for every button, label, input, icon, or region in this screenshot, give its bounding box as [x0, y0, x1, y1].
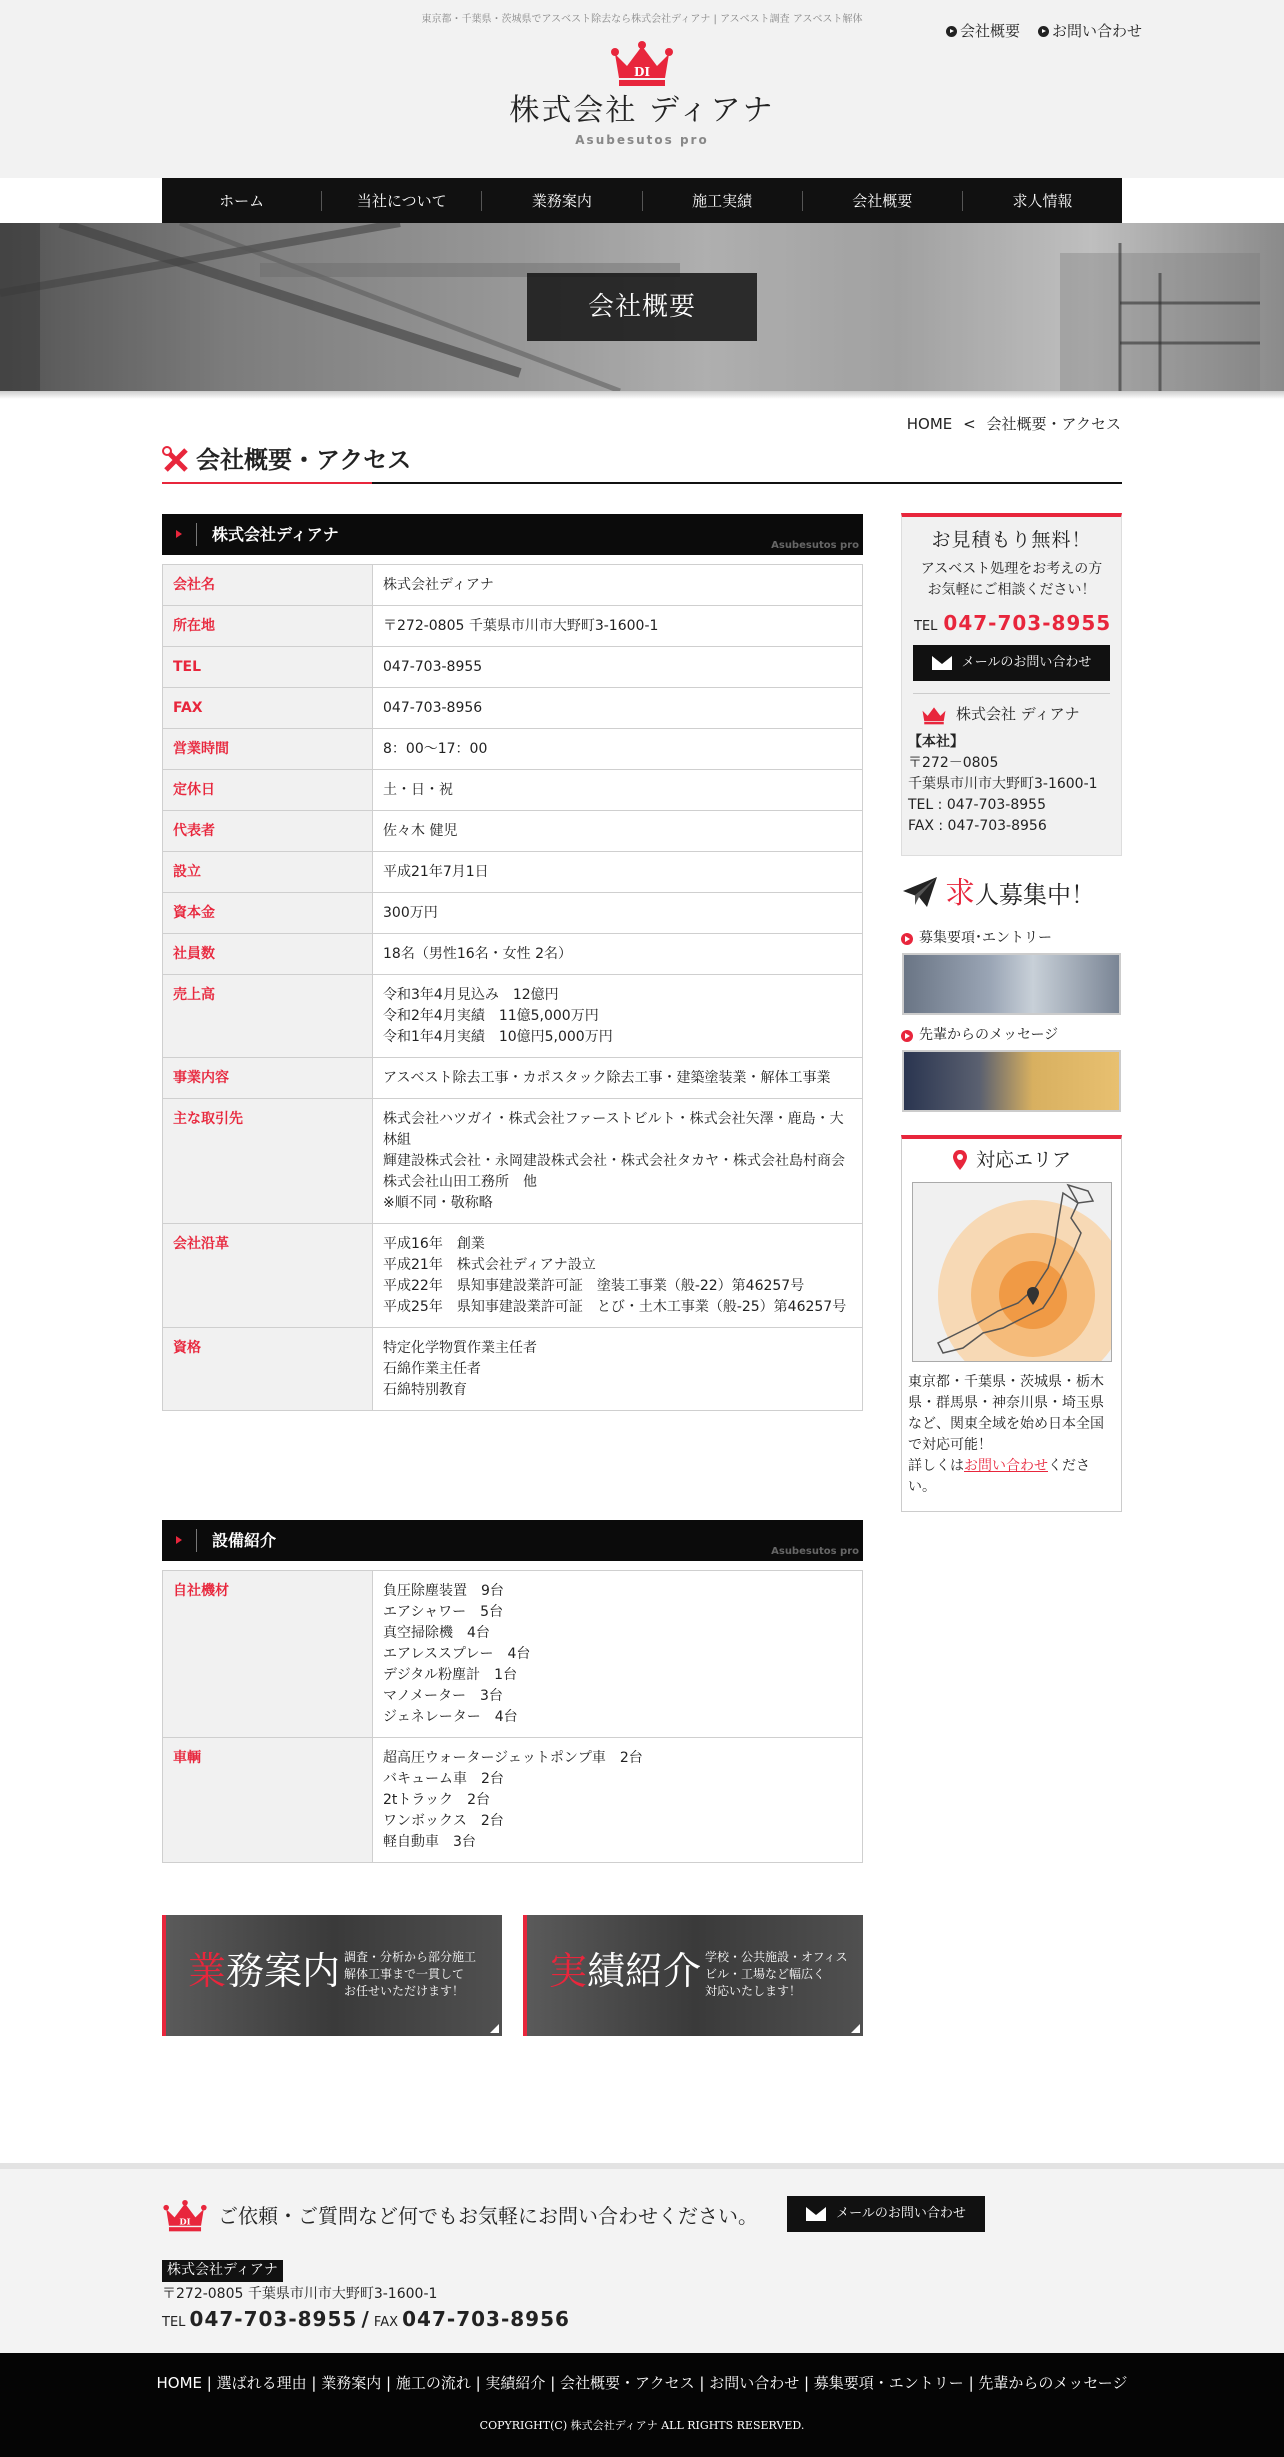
row-value-line: 負圧除塵装置 9台 — [383, 1583, 504, 1599]
area-contact-link[interactable]: お問い合わせ — [964, 1457, 1048, 1474]
envelope-icon — [806, 2207, 826, 2221]
row-value-line: ジェネレーター 4台 — [383, 1709, 518, 1725]
footer-cta-text: ご依頼・ご質問など何でもお気軽にお問い合わせください。 — [218, 2204, 758, 2228]
footer-link[interactable]: 実績紹介 — [485, 2374, 546, 2392]
row-value — [373, 606, 863, 647]
divider — [196, 523, 197, 546]
row-label: 所在地 — [163, 606, 373, 647]
row-label: 主な取引先 — [163, 1099, 373, 1224]
nav-services[interactable]: 業務案内 — [481, 191, 641, 211]
row-value-line: アスベスト除去工事・カポスタック除去工事・建築塗装業・解体工事業 — [383, 1070, 831, 1086]
nav-about[interactable]: 当社について — [321, 191, 481, 211]
row-value — [373, 1058, 863, 1099]
copyright: COPYRIGHT(C) 株式会社ディアナ ALL RIGHTS RESERVED. — [479, 2419, 805, 2432]
sidebar-estimate-box — [901, 513, 1122, 856]
row-value-line: 〒272-0805 千葉県市川市大野町3-1600-1 — [383, 618, 659, 634]
top-link-contact[interactable]: お問い合わせ — [1038, 21, 1142, 42]
row-value — [373, 565, 863, 606]
service-area-box — [901, 1135, 1122, 1512]
row-value-line: 平成21年 株式会社ディアナ設立 — [383, 1257, 596, 1273]
breadcrumb-home[interactable]: HOME — [906, 415, 953, 433]
row-value — [373, 688, 863, 729]
table-row — [163, 1099, 863, 1224]
top-link-company[interactable]: 会社概要 — [946, 21, 1020, 42]
row-value — [373, 1328, 863, 1411]
area-text: 東京都・千葉県・茨城県・栃木県・群馬県・神奈川県・埼玉県など、関東全域を始め日本全国で対応可能！ 詳しくはお問い合わせください。 — [908, 1373, 1104, 1495]
footer-fax-number: 047-703-8956 — [402, 2307, 570, 2331]
footer-link[interactable]: 会社概要・アクセス — [560, 2374, 695, 2392]
footer-company-badge: 株式会社ディアナ — [162, 2260, 283, 2282]
row-label: 車輌 — [163, 1738, 373, 1863]
row-value-line: デジタル粉塵計 1台 — [383, 1667, 518, 1683]
breadcrumb-separator: < — [963, 415, 976, 433]
row-value — [373, 1224, 863, 1328]
row-value-line: 平成25年 県知事建設業許可証 とび・土木工事業（般-25）第46257号 — [383, 1299, 847, 1315]
row-value — [373, 1738, 863, 1863]
row-value-line: 株式会社ディアナ — [383, 577, 494, 593]
map-pin-icon — [952, 1149, 968, 1171]
sidebar-mail-button[interactable]: メールのお問い合わせ — [913, 645, 1110, 681]
row-label: 会社沿革 — [163, 1224, 373, 1328]
nav-company[interactable]: 会社概要 — [802, 191, 962, 211]
row-value — [373, 852, 863, 893]
row-value-line: 石綿特別教育 — [383, 1382, 467, 1398]
footer-link[interactable]: HOME — [156, 2374, 202, 2392]
table-row — [163, 729, 863, 770]
row-value — [373, 934, 863, 975]
banner-services[interactable] — [162, 1915, 502, 2036]
table-row — [163, 770, 863, 811]
footer-contact — [0, 2163, 1284, 2353]
nav-home[interactable]: ホーム — [219, 191, 265, 210]
row-value-line: マノメーター 3台 — [383, 1688, 503, 1704]
row-label: 設立 — [163, 852, 373, 893]
row-value-line: 令和2年4月実績 11億5,000万円 — [383, 1008, 599, 1024]
global-nav — [162, 178, 1122, 223]
page-title: 会社概要・アクセス — [196, 446, 412, 474]
row-value-line: 佐々木 健児 — [383, 823, 458, 839]
row-label: 営業時間 — [163, 729, 373, 770]
row-value-line: 令和3年4月見込み 12億円 — [383, 987, 559, 1003]
table-row — [163, 852, 863, 893]
section-watermark: Asubesutos pro — [771, 1546, 859, 1557]
row-value — [373, 1571, 863, 1738]
row-label: 事業内容 — [163, 1058, 373, 1099]
footer-cta-line — [162, 2198, 758, 2234]
banner-works[interactable] — [523, 1915, 863, 2036]
row-label: 会社名 — [163, 565, 373, 606]
paper-plane-icon — [901, 875, 939, 909]
row-value-line: 2tトラック 2台 — [383, 1792, 491, 1808]
nav-recruit[interactable]: 求人情報 — [962, 191, 1122, 211]
row-value-line: ワンボックス 2台 — [383, 1813, 504, 1829]
arrow-circle-icon — [1038, 26, 1049, 37]
title-accent-line — [162, 482, 372, 484]
section-watermark: Asubesutos pro — [771, 540, 859, 551]
recruit-entry-image[interactable] — [902, 953, 1121, 1015]
tools-icon — [162, 446, 190, 474]
row-value — [373, 811, 863, 852]
triangle-icon — [176, 1536, 182, 1544]
recruit-message-image[interactable] — [902, 1050, 1121, 1112]
breadcrumb-current: 会社概要・アクセス — [986, 415, 1121, 433]
footer-link[interactable]: 先輩からのメッセージ — [978, 2374, 1128, 2392]
section-header-company — [162, 514, 863, 555]
row-value-line: 令和1年4月実績 10億円5,000万円 — [383, 1029, 613, 1045]
corner-arrow-icon — [851, 2024, 860, 2033]
row-value-line: エアレススプレー 4台 — [383, 1646, 531, 1662]
row-label: 代表者 — [163, 811, 373, 852]
arrow-circle-icon — [946, 26, 957, 37]
arrow-circle-icon — [901, 1030, 913, 1042]
row-value-line: 真空掃除機 4台 — [383, 1625, 490, 1641]
table-row — [163, 565, 863, 606]
table-row — [163, 647, 863, 688]
row-value-line: 石綿作業主任者 — [383, 1361, 481, 1377]
section-title: 株式会社ディアナ — [212, 525, 339, 544]
table-row — [163, 811, 863, 852]
recruit-heading: 求人募集中！ — [901, 873, 1122, 913]
sidebar-company: 株式会社 ディアナ — [920, 704, 1121, 726]
footer-link[interactable]: 施工の流れ — [395, 2374, 471, 2392]
table-row — [163, 1224, 863, 1328]
row-value-line: 平成21年7月1日 — [383, 864, 489, 880]
footer-address: 〒272-0805 千葉県市川市大野町3-1600-1 — [162, 2286, 438, 2302]
row-value-line: 株式会社ハツガイ・株式会社ファーストビルト・株式会社矢澤・鹿島・大林組 — [383, 1111, 844, 1148]
row-value-line: 超高圧ウォータージェットポンプ車 2台 — [383, 1750, 643, 1766]
footer-link[interactable]: 募集要項・エントリー — [813, 2374, 964, 2392]
row-value-line: ※順不同・敬称略 — [383, 1195, 493, 1211]
table-row — [163, 1738, 863, 1863]
table-row — [163, 975, 863, 1058]
row-value — [373, 975, 863, 1058]
banner-heading: 実績紹介 — [549, 1949, 702, 1993]
row-value — [373, 770, 863, 811]
recruit-link-message[interactable]: 先輩からのメッセージ — [901, 1026, 1058, 1046]
row-value-line: 8：00～17：00 — [383, 741, 488, 757]
row-value-line: 047-703-8955 — [383, 659, 483, 675]
row-value-line: 18名（男性16名・女性 2名） — [383, 946, 572, 962]
estimate-title: お見積もり無料！ — [931, 529, 1092, 551]
estimate-text: アスベスト処理をお考えの方 お気軽にご相談ください！ — [920, 560, 1103, 598]
table-row — [163, 688, 863, 729]
table-row — [163, 1058, 863, 1099]
row-label: 売上高 — [163, 975, 373, 1058]
logo-subtitle: Asubesutos pro — [575, 133, 709, 147]
arrow-circle-icon — [901, 933, 913, 945]
footer-mail-button[interactable]: メールのお問い合わせ — [787, 2196, 985, 2232]
row-value-line: バキューム車 2台 — [383, 1771, 504, 1787]
company-table — [162, 564, 863, 1411]
row-value-line: 平成16年 創業 — [383, 1236, 485, 1252]
logo-company-name: 株式会社 ディアナ — [509, 93, 775, 128]
table-row — [163, 934, 863, 975]
equipment-table — [162, 1570, 863, 1863]
table-row — [163, 893, 863, 934]
row-value-line: 300万円 — [383, 905, 438, 921]
divider — [196, 1529, 197, 1552]
footer-nav — [0, 2353, 1284, 2457]
footer-link[interactable]: 業務案内 — [321, 2374, 382, 2392]
hero-title: 会社概要 — [527, 273, 757, 341]
site-tagline: 東京都・千葉県・茨城県でアスベスト除去なら株式会社ディアナ | アスベスト調査 アスベスト解体 — [421, 14, 863, 25]
area-title: 対応エリア — [902, 1147, 1121, 1174]
row-value — [373, 729, 863, 770]
banner-heading: 業務案内 — [188, 1949, 341, 1993]
row-value-line: 土・日・祝 — [383, 782, 453, 798]
hero-shadow — [0, 391, 1284, 399]
hero-banner — [0, 223, 1284, 391]
row-value — [373, 893, 863, 934]
crown-logo-icon — [162, 2198, 208, 2234]
envelope-icon — [932, 656, 952, 670]
corner-arrow-icon — [490, 2024, 499, 2033]
row-label: TEL — [163, 647, 373, 688]
nav-works[interactable]: 施工実績 — [642, 191, 802, 211]
table-row — [163, 1571, 863, 1738]
triangle-icon — [176, 530, 182, 538]
table-row — [163, 606, 863, 647]
banner-text: 調査・分析から部分施工 解体工事まで一貫して お任せいただけます！ — [344, 1950, 477, 1998]
row-label: 資本金 — [163, 893, 373, 934]
site-header — [0, 0, 1284, 178]
recruit-link-entry[interactable]: 募集要項･エントリー — [901, 929, 1052, 949]
row-label: 社員数 — [163, 934, 373, 975]
row-value-line: 軽自動車 3台 — [383, 1834, 476, 1850]
section-title: 設備紹介 — [212, 1531, 277, 1550]
row-value-line: 特定化学物質作業主任者 — [383, 1340, 537, 1356]
row-value-line: エアシャワー 5台 — [383, 1604, 504, 1620]
divider — [913, 693, 1110, 694]
footer-tel-fax: TEL 047-703-8955 / FAX 047-703-8956 — [162, 2307, 570, 2331]
footer-links: HOME | 選ばれる理由 | 業務案内 | 施工の流れ | 実績紹介 | 会社概要・アクセス | お問い合わせ | 募集要項・エントリー | 先輩からのメッセージ — [156, 2374, 1128, 2392]
row-label: 資格 — [163, 1328, 373, 1411]
footer-tel-number[interactable]: 047-703-8955 — [189, 2307, 358, 2331]
svg-text:DI: DI — [179, 2216, 191, 2227]
row-value — [373, 647, 863, 688]
crown-logo-icon — [920, 704, 948, 726]
row-label: 自社機材 — [163, 1571, 373, 1738]
footer-link[interactable]: 選ばれる理由 — [216, 2374, 307, 2392]
row-value-line: 047-703-8956 — [383, 700, 483, 716]
svg-text:DI: DI — [633, 65, 651, 79]
row-value-line: 平成22年 県知事建設業許可証 塗装工事業（般-22）第46257号 — [383, 1278, 805, 1294]
row-label: 定休日 — [163, 770, 373, 811]
table-row — [163, 1328, 863, 1411]
top-links — [946, 21, 1142, 42]
row-value-line: 輝建設株式会社・永岡建設株式会社・株式会社タカヤ・株式会社島村商会 — [383, 1153, 845, 1169]
sidebar-tel: TEL 047-703-8955 — [914, 610, 1112, 635]
site-logo[interactable] — [492, 40, 792, 149]
section-header-equipment — [162, 1520, 863, 1561]
crown-logo-icon — [609, 40, 675, 88]
footer-link[interactable]: お問い合わせ — [709, 2374, 800, 2392]
row-value-line: 株式会社山田工務所 他 — [383, 1174, 537, 1190]
row-label: FAX — [163, 688, 373, 729]
sidebar-tel-number[interactable]: 047-703-8955 — [943, 610, 1112, 635]
page-title-bar — [162, 442, 1122, 484]
banner-text: 学校・公共施設・オフィス ビル・工場など幅広く 対応いたします！ — [705, 1950, 848, 1998]
breadcrumb — [907, 414, 1121, 435]
japan-area-map — [912, 1182, 1112, 1362]
row-value — [373, 1099, 863, 1224]
sidebar-address: 【本社】 〒272－0805 千葉県市川市大野町3-1600-1 TEL : 047-703-8955 FAX : 047-703-8956 — [908, 733, 1098, 834]
